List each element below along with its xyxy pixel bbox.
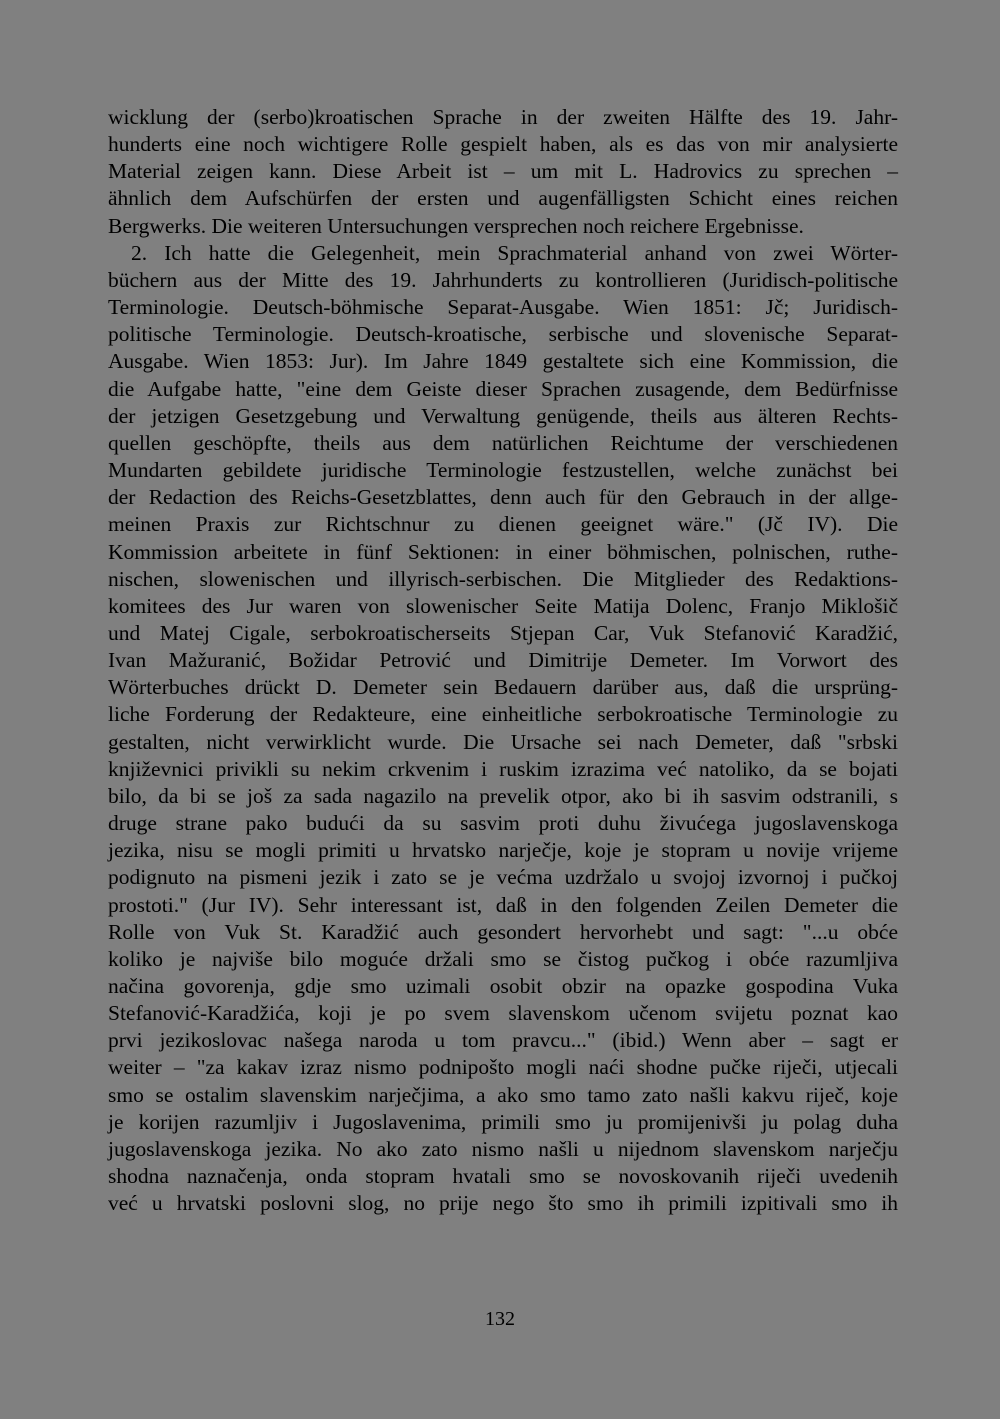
text-line: hunderts eine noch wichtigere Rolle gespielt haben, als es das von mir analysierte — [108, 132, 898, 157]
body-text — [108, 104, 898, 1217]
text-line: Kommission arbeitete in fünf Sektionen: in einer böhmischen, polnischen, ruthe- — [108, 539, 898, 564]
text-line: liche Forderung der Redakteure, eine einheitliche serbokroatische Terminologie zu — [108, 702, 898, 727]
text-line: koliko je najviše bilo moguće držali smo se čistog pučkog i obće razumljiva — [108, 946, 898, 971]
text-line: wicklung der (serbo)kroatischen Sprache in der zweiten Hälfte des 19. Jahr- — [108, 105, 898, 129]
page-number: 132 — [485, 1308, 515, 1330]
text-line: Mundarten gebildete juridische Terminologie festzustellen, welche zunächst bei — [108, 458, 898, 483]
text-line: büchern aus der Mitte des 19. Jahrhunderts zu kontrollieren (Juridisch-politische — [108, 267, 898, 292]
text-line: smo se ostalim slavenskim narječjima, a ako smo tamo zato našli kakvu riječ, koje — [108, 1082, 898, 1107]
text-line: quellen geschöpfte, theils aus dem natürlichen Reichtume der verschiedenen — [108, 430, 898, 455]
text-line: 2. Ich hatte die Gelegenheit, mein Sprachmaterial anhand von zwei Wörter- — [131, 240, 898, 265]
text-line: već u hrvatski poslovni slog, no prije nego što smo ih primili izpitivali smo ih — [108, 1191, 898, 1216]
text-line: bilo, da bi se još za sada nagazilo na prevelik otpor, ako bi ih sasvim odstranili, s — [108, 783, 898, 808]
text-line: Ivan Mažuranić, Božidar Petrović und Dimitrije Demeter. Im Vorwort des — [108, 648, 898, 673]
text-line: druge strane pako budući da su sasvim proti duhu živućega jugoslavenskoga — [108, 811, 898, 836]
text-line: prvi jezikoslovac našega naroda u tom pravcu..." (ibid.) Wenn aber – sagt er — [108, 1028, 898, 1053]
text-line: je korijen razumljiv i Jugoslavenima, primili smo ju promijenivši ju polag duha — [108, 1109, 898, 1134]
text-line: politische Terminologie. Deutsch-kroatische, serbische und slovenische Separat- — [108, 322, 898, 347]
text-line: und Matej Cigale, serbokroatischerseits Stjepan Car, Vuk Stefanović Karadžić, — [108, 620, 898, 645]
text-line: Terminologie. Deutsch-böhmische Separat-Ausgabe. Wien 1851: Jč; Juridisch- — [108, 295, 898, 320]
text-line: komitees des Jur waren von slowenischer Seite Matija Dolenc, Franjo Miklošič — [108, 593, 898, 618]
text-line: weiter – "za kakav izraz nismo podnipošto mogli naći shodne pučke riječi, utjecali — [108, 1055, 898, 1080]
text-line: načina govorenja, gdje smo uzimali osobit obzir na opazke gospodina Vuka — [108, 974, 898, 998]
text-line: Wörterbuches drückt D. Demeter sein Bedauern darüber aus, daß die ursprüng- — [108, 675, 898, 700]
text-line: jugoslavenskoga jezika. No ako zato nismo našli u nijednom slavenskom narječju — [108, 1136, 898, 1161]
text-line: der Redaction des Reichs-Gesetzblattes, denn auch für den Gebrauch in der allge- — [108, 485, 898, 510]
text-line: prostoti." (Jur IV). Sehr interessant ist, daß in den folgenden Zeilen Demeter die — [108, 892, 898, 917]
text-line: Rolle von Vuk St. Karadžić auch gesondert hervorhebt und sagt: "...u obće — [108, 919, 898, 944]
text-line: die Aufgabe hatte, "eine dem Geiste dieser Sprachen zusagende, dem Bedürfnisse — [108, 376, 898, 401]
text-line: Material zeigen kann. Diese Arbeit ist – um mit L. Hadrovics zu sprechen – — [108, 159, 898, 184]
text-line: der jetzigen Gesetzgebung und Verwaltung genügende, theils aus älteren Rechts- — [108, 403, 898, 428]
text-line: gestalten, nicht verwirklicht wurde. Die Ursache sei nach Demeter, daß "srbski — [108, 729, 898, 754]
text-line: ähnlich dem Aufschürfen der ersten und augenfälligsten Schicht eines reichen — [108, 186, 898, 211]
text-line: književnici privikli su nekim crkvenim i ruskim izrazima već natoliko, da se bojati — [108, 756, 898, 781]
text-line: nischen, slowenischen und illyrisch-serbischen. Die Mitglieder des Redaktions- — [108, 566, 898, 591]
text-line: Stefanović-Karadžića, koji je po svem slavenskom učenom svijetu poznat kao — [108, 1001, 898, 1026]
text-line: Ausgabe. Wien 1853: Jur). Im Jahre 1849 gestaltete sich eine Kommission, die — [108, 349, 898, 374]
text-line: Bergwerks. Die weiteren Untersuchungen versprechen noch reichere Ergebnisse. — [108, 213, 804, 238]
text-line: jezika, nisu se mogli primiti u hrvatsko narječje, koje je stopram u novije vrijeme — [108, 838, 898, 863]
text-line: podignuto na pismeni jezik i zato se je većma uzdržalo u svojoj izvornoj i pučkoj — [108, 865, 898, 890]
text-line: shodna naznačenja, onda stopram hvatali smo se novoskovanih riječi uvedenih — [108, 1164, 898, 1189]
text-line: meinen Praxis zur Richtschnur zu dienen geeignet wäre." (Jč IV). Die — [108, 512, 898, 537]
